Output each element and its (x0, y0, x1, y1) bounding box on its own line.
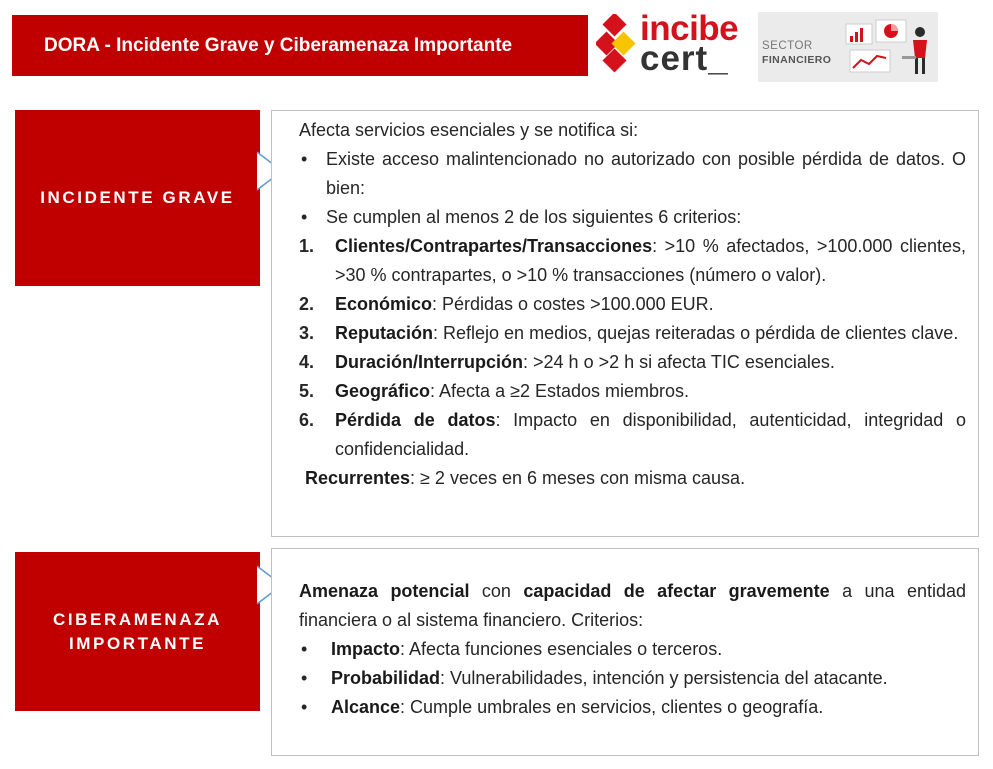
criterion-title: Geográfico (335, 381, 431, 401)
ciberamenaza-label (15, 552, 260, 711)
bullet-icon: • (301, 639, 308, 659)
list-item (299, 693, 966, 722)
criterion-text: : Afecta a ≥2 Estados miembros. (430, 381, 690, 401)
incidente-grave-content (271, 110, 979, 537)
criterion-item (299, 377, 966, 406)
ciberamenaza-intro (299, 577, 966, 635)
bullet-text: Se cumplen al menos 2 de los siguientes 6 criterios: (326, 207, 742, 227)
bullet-title: Alcance (331, 697, 401, 717)
criterion-title: Clientes/Contrapartes/Transacciones (335, 236, 653, 256)
criterion-title: Económico (335, 294, 433, 314)
list-item (299, 203, 966, 232)
criterion-number: 1. (299, 236, 315, 256)
criterion-item (299, 290, 966, 319)
bullet-title: Probabilidad (331, 668, 441, 688)
page-title: DORA - Incidente Grave y Ciberamenaza Importante (44, 34, 513, 56)
incibe-diamond-icon (596, 14, 636, 74)
intro-bold-1: Amenaza potencial (299, 581, 470, 601)
incidente-grave-label (15, 110, 260, 286)
criterion-title: Pérdida de datos (335, 410, 496, 430)
financiero-label: FINANCIERO (762, 54, 832, 66)
intro-bold-2: capacidad de afectar gravemente (523, 581, 830, 601)
criterion-item (299, 348, 966, 377)
list-item (299, 664, 966, 693)
bullet-icon: • (301, 149, 308, 169)
sector-financiero-logo (758, 12, 938, 82)
criterion-title: Reputación (335, 323, 434, 343)
recurrentes-note (299, 464, 966, 493)
list-item (299, 145, 966, 203)
criterion-number: 2. (299, 294, 315, 314)
criterion-text: : Reflejo en medios, quejas reiteradas o pérdida de clientes clave. (433, 323, 959, 343)
sector-label: SECTOR (762, 40, 813, 52)
bullet-icon: • (301, 668, 308, 688)
bullet-text: Existe acceso malintencionado no autorizado con posible pérdida de datos. O bien: (326, 149, 966, 198)
bullet-text: : Afecta funciones esenciales o terceros. (400, 639, 723, 659)
ciberamenaza-label-line2: IMPORTANTE (68, 633, 207, 653)
intro-text-2: a una entidad financiera o al sistema financiero. Criterios: (299, 581, 966, 630)
bullet-text: : Vulnerabilidades, intención y persistencia del atacante. (440, 668, 888, 688)
bullet-text: : Cumple umbrales en servicios, clientes o geografía. (400, 697, 824, 717)
ciberamenaza-label-line1: CIBERAMENAZA (52, 609, 223, 629)
incibe-cert-logo (596, 9, 746, 78)
criterion-number: 3. (299, 323, 315, 343)
criterion-number: 6. (299, 410, 315, 430)
recurrentes-title: Recurrentes (305, 468, 411, 488)
incidente-grave-label-text: INCIDENTE GRAVE (40, 188, 235, 207)
intro-text-1: con (469, 581, 524, 601)
criterion-text: : >24 h o >2 h si afecta TIC esenciales. (523, 352, 835, 372)
incidente-intro: Afecta servicios esenciales y se notifica si: (299, 120, 639, 140)
criterion-number: 5. (299, 381, 315, 401)
bullet-title: Impacto (331, 639, 401, 659)
finance-illustration-icon (842, 16, 936, 80)
criterion-number: 4. (299, 352, 315, 372)
criterion-title: Duración/Interrupción (335, 352, 524, 372)
incibe-wordmark: incibe (640, 9, 739, 48)
ciberamenaza-content (271, 548, 979, 756)
criterion-text: : >10 % afectados, >100.000 clientes, >30 % contrapartes, o >10 % transacciones (número o valor). (335, 236, 966, 285)
criterion-item (299, 232, 966, 290)
criterion-item (299, 406, 966, 464)
criterion-text: : Impacto en disponibilidad, autenticidad, integridad o confidencialidad. (335, 410, 966, 459)
bullet-icon: • (301, 207, 308, 227)
criterion-text: : Pérdidas o costes >100.000 EUR. (432, 294, 714, 314)
bullet-icon: • (301, 697, 308, 717)
recurrentes-text: : ≥ 2 veces en 6 meses con misma causa. (410, 468, 746, 488)
criterion-item (299, 319, 966, 348)
cert-wordmark: cert_ (640, 39, 729, 78)
list-item (299, 635, 966, 664)
page-title-bar (12, 15, 588, 76)
